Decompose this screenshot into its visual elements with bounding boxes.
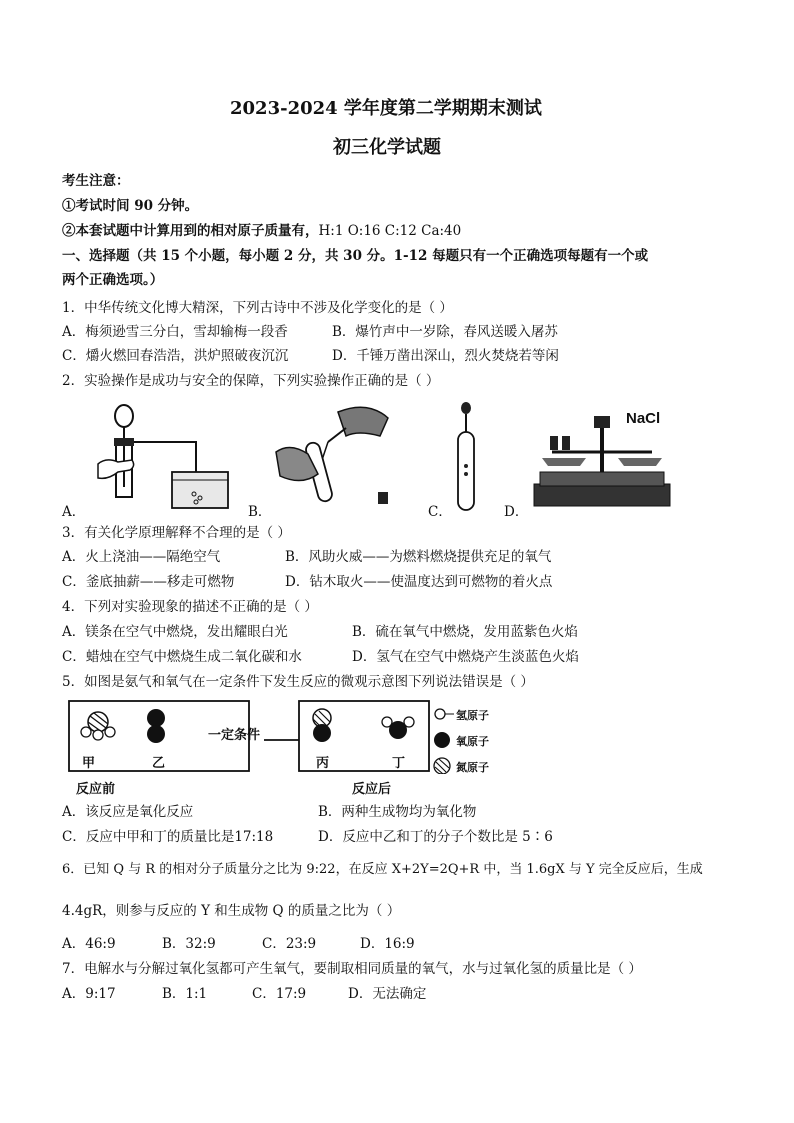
q5-legend-hydrogen: 氢原子 <box>456 709 489 722</box>
section1-line2: 两个正确选项。） <box>62 272 164 288</box>
q4-option-a: A．镁条在空气中燃烧，发出耀眼白光 <box>62 624 288 640</box>
q5-label-yi: 乙 <box>152 756 166 771</box>
q2-option-a: A． <box>62 504 86 520</box>
exam-title: 2023-2024 学年度第二学期期末测试 <box>230 98 542 119</box>
q7-option-b: B．1:1 <box>162 986 208 1002</box>
notice-line2 <box>62 222 461 240</box>
q5-option-b: B．两种生成物均为氧化物 <box>318 804 477 820</box>
q5-label-bing: 丙 <box>316 756 330 771</box>
q5-legend-oxygen: 氧原子 <box>456 735 489 748</box>
q5-label-jia: 甲 <box>82 756 96 771</box>
q5-caption-before: 反应前 <box>76 782 116 797</box>
q7-option-d: D．无法确定 <box>348 986 427 1002</box>
q5-option-c: C．反应中甲和丁的质量比是17:18 <box>62 829 274 845</box>
q3-option-b: B．风助火威——为燃料燃烧提供充足的氧气 <box>285 549 552 565</box>
q2-option-d: D． <box>504 504 529 520</box>
notice-heading: 考生注意： <box>62 173 130 189</box>
q4-stem: 4．下列对实验现象的描述不正确的是（ ） <box>62 599 318 615</box>
q5-stem: 5．如图是氨气和氧气在一定条件下发生反应的微观示意图下列说法错误是（ ） <box>62 674 534 690</box>
q5-caption-after: 反应后 <box>352 782 392 797</box>
section1-line1: 一、选择题（共 15 个小题，每小题 2 分，共 30 分。1-12 每题只有一个正确选项每题有一个或 <box>62 248 649 264</box>
q7-option-c: C．17:9 <box>252 986 307 1002</box>
q5-option-a: A．该反应是氧化反应 <box>62 804 194 820</box>
q5-arrow-label: 一定条件 <box>208 728 261 743</box>
notice-line1: ①考试时间 90 分钟。 <box>62 198 199 214</box>
q5-reaction-diagram <box>68 700 508 774</box>
q3-option-d: D．钻木取火——使温度达到可燃物的着火点 <box>285 574 553 590</box>
nacl-label: NaCl <box>626 410 661 427</box>
q5-label-ding: 丁 <box>392 756 406 771</box>
q3-option-a: A．火上浇油——隔绝空气 <box>62 549 221 565</box>
q4-option-c: C．蜡烛在空气中燃烧生成二氧化碳和水 <box>62 649 302 665</box>
q7-stem: 7．电解水与分解过氧化氢都可产生氧气，要制取相同质量的氧气，水与过氧化氢的质量比是（ ） <box>62 961 642 977</box>
q1-option-d: D．千锤万凿出深山，烈火焚烧若等闲 <box>332 348 559 364</box>
q1-option-c: C．爝火燃回春浩浩，洪炉照破夜沉沉 <box>62 348 289 364</box>
q2-option-c: C． <box>428 504 452 520</box>
q4-option-b: B．硫在氧气中燃烧，发用蓝紫色火焰 <box>352 624 578 640</box>
q2-option-b: B． <box>248 504 272 520</box>
q3-stem: 3．有关化学原理解释不合理的是（ ） <box>62 525 291 541</box>
q6-stem-line2: 4.4gR，则参与反应的 Y 和生成物 Q 的质量之比为（ ） <box>62 903 401 919</box>
q6-option-a: A．46:9 <box>62 936 116 952</box>
q7-option-a: A．9:17 <box>62 986 116 1002</box>
q2-stem: 2．实验操作是成功与安全的保障，下列实验操作正确的是（ ） <box>62 373 440 389</box>
q2-figure-a <box>96 402 236 512</box>
q1-option-a: A．梅须逊雪三分白，雪却输梅一段香 <box>62 324 288 340</box>
q1-stem: 1．中华传统文化博大精深，下列古诗中不涉及化学变化的是（ ） <box>62 300 453 316</box>
q6-option-c: C．23:9 <box>262 936 317 952</box>
q4-option-d: D．氢气在空气中燃烧产生淡蓝色火焰 <box>352 649 579 665</box>
q3-option-c: C．釜底抽薪——移走可燃物 <box>62 574 235 590</box>
q6-option-d: D．16:9 <box>360 936 415 952</box>
exam-subtitle: 初三化学试题 <box>333 137 441 158</box>
q5-legend-nitrogen: 氮原子 <box>456 761 489 774</box>
q5-option-d: D．反应中乙和丁的分子个数比是 5∶6 <box>318 829 553 845</box>
q6-stem-line1: 6．已知 Q 与 R 的相对分子质量分之比为 9:22，在反应 X+2Y=2Q+R 中，当 1.6gX 与 Y 完全反应后，生成 <box>62 862 703 877</box>
q2-figure-c <box>446 402 486 514</box>
q6-option-b: B．32:9 <box>162 936 216 952</box>
q2-figure-b <box>268 402 408 512</box>
q1-option-b: B．爆竹声中一岁除，春风送暖入屠苏 <box>332 324 558 340</box>
notice-line2-text: ②本套试题中计算用到的相对原子质量有， <box>62 223 319 239</box>
atomic-masses: H:1 O:16 C:12 Ca:40 <box>318 223 462 239</box>
